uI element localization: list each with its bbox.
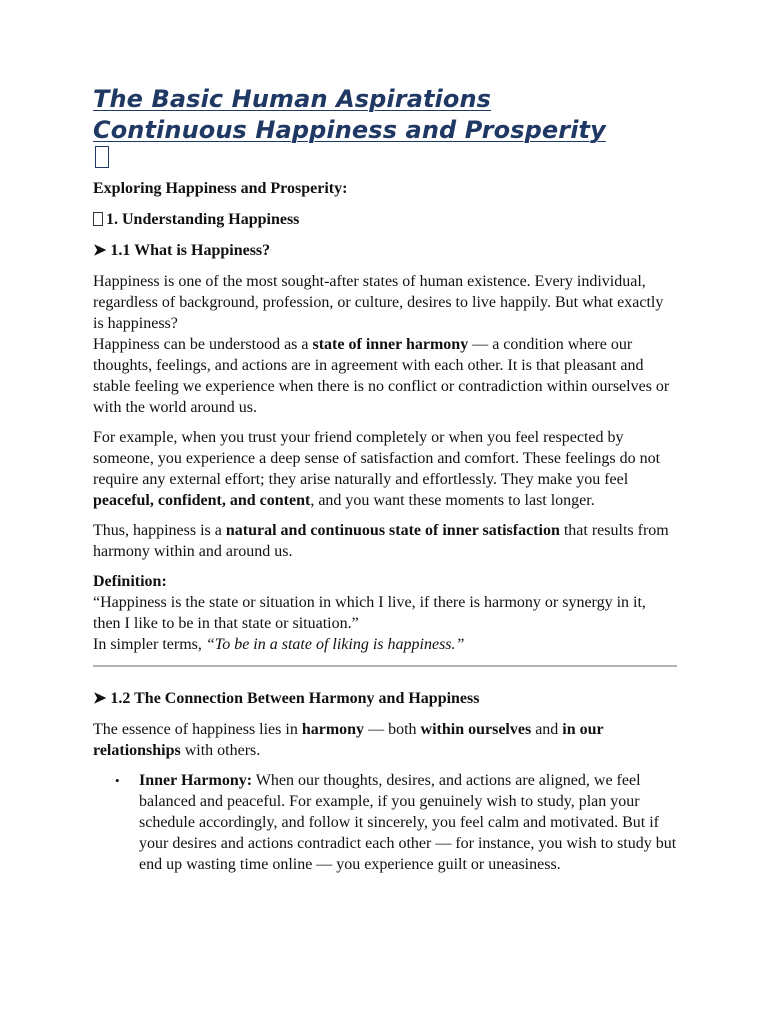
heading-connection: ➤ 1.2 The Connection Between Harmony and Happiness: [93, 690, 480, 707]
bold-text: within ourselves: [420, 721, 532, 738]
bullet-icon: •: [115, 773, 120, 788]
paragraph-text: — both: [364, 721, 421, 738]
paragraph-text: Thus, happiness is a: [93, 522, 226, 539]
horizontal-divider: [93, 665, 677, 667]
list-item: [115, 770, 677, 875]
missing-glyph-icon: [93, 212, 103, 226]
paragraph-example: [93, 427, 677, 511]
definition-label: Definition:: [93, 573, 167, 590]
heading-understanding: 1. Understanding Happiness: [106, 211, 300, 228]
paragraph-thus: [93, 520, 677, 562]
bold-text: peaceful, confident, and content: [93, 492, 311, 509]
definition-block: [93, 571, 677, 655]
paragraph-essence: [93, 719, 677, 761]
heading-exploring: Exploring Happiness and Prosperity:: [93, 180, 348, 197]
paragraph-text: with others.: [180, 742, 261, 759]
title-line-2: Continuous Happiness and Prosperity: [93, 116, 606, 144]
paragraph-text: — a condition where our thoughts, feelings, and actions are in agreement with each other. It is that pleasant and stable feeling we experience when there is no conflict or contradiction within ourselves or with the world around us.: [93, 336, 670, 416]
paragraph-text: The essence of happiness lies in: [93, 721, 302, 738]
missing-glyph-icon: [95, 146, 109, 168]
paragraph-happiness-intro: [93, 271, 677, 418]
paragraph-text: that results from harmony within and around us.: [93, 522, 669, 560]
definition-simpler-italic: “To be in a state of liking is happiness.”: [205, 636, 465, 653]
title-line-2-wrap: [93, 115, 677, 168]
document-title: [93, 84, 677, 168]
bold-text: harmony: [301, 721, 365, 738]
definition-simpler-prefix: In simpler terms,: [93, 636, 206, 653]
bullet-list: [93, 770, 677, 875]
heading-understanding-wrap: [93, 209, 677, 230]
title-line-1: The Basic Human Aspirations: [93, 85, 492, 113]
bold-text: natural and continuous state of inner satisfaction: [225, 522, 560, 539]
paragraph-text: For example, when you trust your friend completely or when you feel respected by someone, you experience a deep sense of satisfaction and comfort. These feelings do not require any external effort; they arise naturally and effortlessly. They make you feel: [93, 429, 661, 488]
bold-text: in our relationships: [93, 721, 604, 759]
paragraph-text: Happiness can be understood as a: [93, 336, 313, 353]
list-item-label: Inner Harmony:: [139, 772, 253, 789]
bold-text: state of inner harmony: [312, 336, 469, 353]
document-page: [93, 84, 677, 875]
heading-what-is-happiness: ➤ 1.1 What is Happiness?: [93, 242, 271, 259]
list-item-text: When our thoughts, desires, and actions are aligned, we feel balanced and peaceful. For example, if you genuinely wish to study, plan your schedule accordingly, and follow it sincerely, you feel calm and motivated. But if your desires and actions contradict each other — for instance, you wish to study but end up wasting time online — you experience guilt or uneasiness.: [139, 772, 677, 873]
definition-quote: “Happiness is the state or situation in which I live, if there is harmony or synergy in it, then I like to be in that state or situation.”: [93, 594, 646, 632]
paragraph-text: , and you want these moments to last longer.: [310, 492, 595, 509]
paragraph-text: and: [531, 721, 563, 738]
paragraph-text: Happiness is one of the most sought-after states of human existence. Every individual, regardless of background, profession, or culture, desires to live happily. But what exactly is happiness?: [93, 273, 664, 332]
